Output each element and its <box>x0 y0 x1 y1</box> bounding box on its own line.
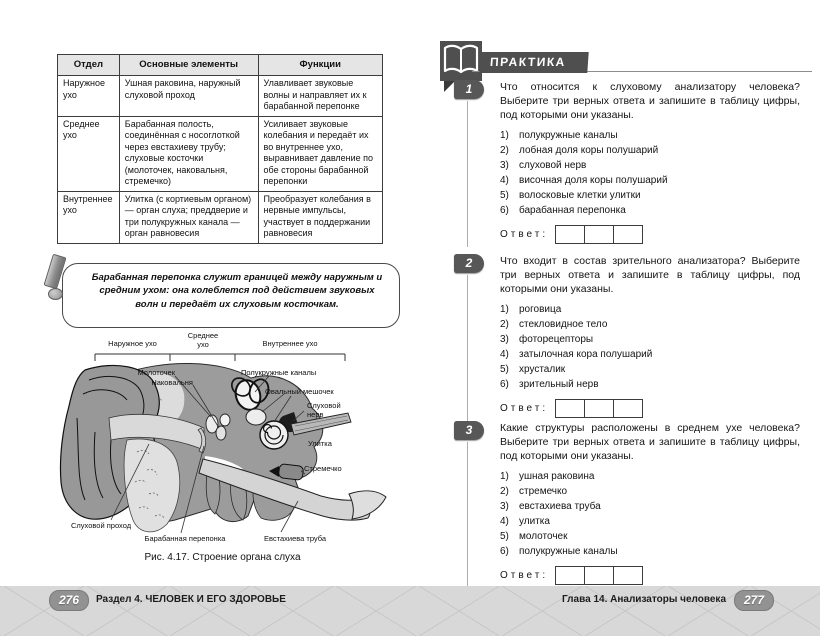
footer-band <box>0 586 820 636</box>
question-number-badge: 2 <box>454 254 484 273</box>
region-bracket <box>95 354 345 361</box>
label-cochlea: Улитка <box>308 439 332 448</box>
lower-bone <box>124 439 180 532</box>
answer-box[interactable] <box>613 225 643 244</box>
option: 1) полукружные каналы <box>500 129 618 141</box>
answer-box[interactable] <box>613 399 643 418</box>
option: 1) роговица <box>500 303 562 315</box>
options-list <box>500 302 800 392</box>
label-stirrup: Стремечко <box>304 464 342 473</box>
question-guide-line <box>467 442 468 588</box>
figure-caption: Рис. 4.17. Строение органа слуха <box>144 552 301 563</box>
question-guide-line <box>467 275 468 421</box>
open-book-icon <box>440 41 482 81</box>
question-3 <box>450 421 815 585</box>
question-number-badge: 3 <box>454 421 484 440</box>
option: 3) фоторецепторы <box>500 333 594 345</box>
answer-box[interactable] <box>555 225 585 244</box>
note-text: Барабанная перепонка служит границей между наружным и средним ухом: она колеблется под действием звуковых волн и передаёт их слуховым косточкам. <box>91 272 383 310</box>
answer-row <box>500 225 800 244</box>
answer-box[interactable] <box>584 399 614 418</box>
option: 1) ушная раковина <box>500 470 595 482</box>
region-label-outer-ear: Наружное ухо <box>108 339 157 348</box>
option: 5) молоточек <box>500 530 568 542</box>
cell-functions: Преобразует колебания в нервные импульсы, участвует в поддержании равновесия <box>258 191 382 243</box>
label-oval-sac: Овальный мешочек <box>265 387 334 396</box>
question-guide-line <box>467 101 468 247</box>
table-row <box>58 116 383 191</box>
option: 4) затылочная кора полушарий <box>500 348 653 360</box>
cell-section: Наружное ухо <box>58 76 120 117</box>
page-number-right: 277 <box>734 590 774 611</box>
cell-elements: Ушная раковина, наружный слуховой проход <box>119 76 258 117</box>
question-2 <box>450 254 815 418</box>
option: 4) улитка <box>500 515 550 527</box>
label-ear-canal: Слуховой проход <box>71 521 132 530</box>
label-semicircular-canals: Полукружные каналы <box>241 368 317 377</box>
table-header-row <box>58 55 383 76</box>
region-label-middle-ear: Среднее ухо <box>187 331 219 349</box>
answer-box[interactable] <box>584 225 614 244</box>
answer-label: Ответ: <box>500 228 549 240</box>
important-note-box <box>62 263 400 328</box>
option: 5) волосковые клетки улитки <box>500 189 641 201</box>
cell-section: Среднее ухо <box>58 116 120 191</box>
answer-row <box>500 566 800 585</box>
exclamation-icon <box>42 255 68 305</box>
region-label-inner-ear: Внутреннее ухо <box>262 339 318 348</box>
table-header-dept: Отдел <box>58 55 120 76</box>
option: 2) стекловидное тело <box>500 318 608 330</box>
answer-box[interactable] <box>555 566 585 585</box>
cell-elements: Барабанная полость, соединённая с носоглоткой через евстахиеву трубу; слуховые косточки (молоточек, наковальня, стремечко) <box>119 116 258 191</box>
answer-box[interactable] <box>584 566 614 585</box>
table-row <box>58 191 383 243</box>
option: 5) хрусталик <box>500 363 566 375</box>
ear-anatomy-figure <box>55 332 390 552</box>
question-text: Что входит в состав зрительного анализатора? Выберите три верных ответа и запишите в таблицу цифры, под которыми они указаны. <box>500 255 800 296</box>
answer-label: Ответ: <box>500 402 549 414</box>
label-anvil: Наковальня <box>151 378 193 387</box>
section-title: ПРАКТИКА <box>479 52 588 73</box>
cochlea-shape <box>260 421 288 449</box>
cell-functions: Усиливает звуковые колебания и передаёт их во внутреннее ухо, выравнивает давление по обе стороны барабанной перепонки <box>258 116 382 191</box>
label-hammer: Молоточек <box>137 368 175 377</box>
option: 4) височная доля коры полушарий <box>500 174 668 186</box>
options-list <box>500 128 800 218</box>
ear-structure-table <box>57 54 383 244</box>
question-text: Что относится к слуховому анализатору человека? Выберите три верных ответа и запишите в таблицу цифры, под которыми они указаны. <box>500 81 800 122</box>
cell-elements: Улитка (с кортиевым органом) — орган слуха; преддверие и три полукружных канала — орган равновесия <box>119 191 258 243</box>
option: 2) стремечко <box>500 485 568 497</box>
option: 3) слуховой нерв <box>500 159 587 171</box>
page-number-left: 276 <box>49 590 89 611</box>
label-eustachian-tube: Евстахиева труба <box>263 534 327 543</box>
option: 3) евстахиева труба <box>500 500 601 512</box>
answer-label: Ответ: <box>500 569 549 581</box>
table-row <box>58 76 383 117</box>
question-number-badge: 1 <box>454 80 484 99</box>
label-eardrum: Барабанная перепонка <box>144 534 226 543</box>
stirrup-shape <box>278 464 304 481</box>
cell-functions: Улавливает звуковые волны и направляет их к барабанной перепонке <box>258 76 382 117</box>
option: 6) барабанная перепонка <box>500 204 626 216</box>
footer-section-title: Раздел 4. ЧЕЛОВЕК И ЕГО ЗДОРОВЬЕ <box>96 594 286 605</box>
table-header-functions: Функции <box>258 55 382 76</box>
footer-chapter-title: Глава 14. Анализаторы человека <box>562 594 726 605</box>
label-auditory-nerve: Слуховой нерв <box>307 401 341 419</box>
question-1 <box>450 80 815 244</box>
answer-box[interactable] <box>613 566 643 585</box>
option: 6) зрительный нерв <box>500 378 599 390</box>
answer-box[interactable] <box>555 399 585 418</box>
question-text: Какие структуры расположены в среднем ухе человека? Выберите три верных ответа и запишите в таблицу цифры, под которыми они указаны. <box>500 422 800 463</box>
cell-section: Внутреннее ухо <box>58 191 120 243</box>
option: 2) лобная доля коры полушарий <box>500 144 659 156</box>
answer-row <box>500 399 800 418</box>
table-header-elements: Основные элементы <box>119 55 258 76</box>
option: 6) полукружные каналы <box>500 545 618 557</box>
options-list <box>500 469 800 559</box>
right-page <box>440 0 820 586</box>
